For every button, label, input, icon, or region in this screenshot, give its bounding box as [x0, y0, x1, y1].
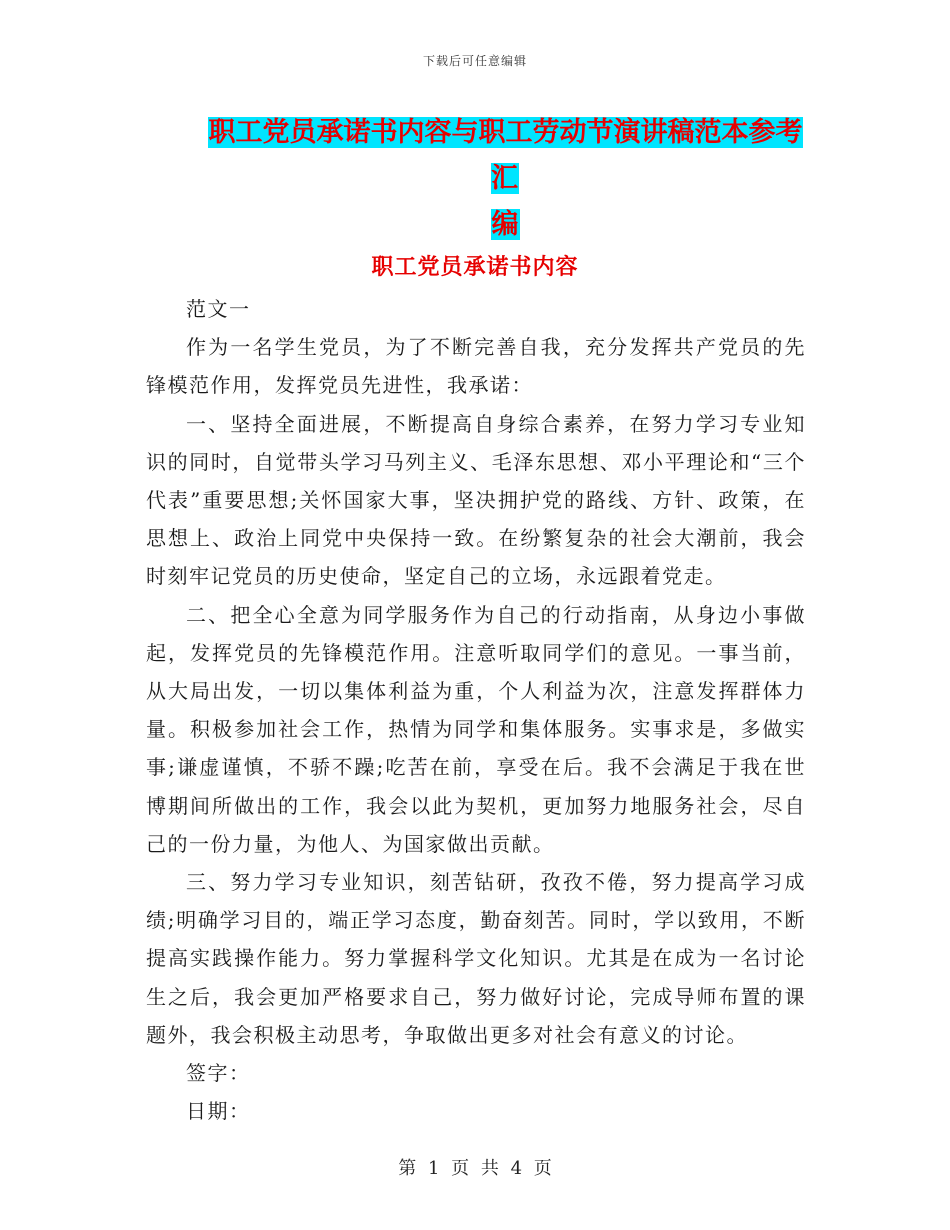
paragraph: 一、坚持全面进展，不断提高自身综合素养，在努力学习专业知识的同时，自觉带头学习马列主义、毛泽东思想、邓小平理论和“三个代表”重要思想;关怀国家大事，坚决拥护党的路线、方针、政策，在思想上、政治上同党中央保持一致。在纷繁复杂的社会大潮前，我会时刻牢记党员的历史使命，坚定自己的立场，永远跟着党走。: [146, 411, 806, 589]
date-label: 日期：: [186, 1099, 251, 1124]
document-title-line-2: 编: [491, 209, 519, 240]
page-number: 第 1 页 共 4 页: [398, 1158, 552, 1179]
paragraph-heading: 范文一: [186, 297, 251, 321]
header-note: 下载后可任意编辑: [422, 54, 527, 68]
paragraph: 三、努力学习专业知识，刻苦钻研，孜孜不倦，努力提高学习成绩;明确学习目的，端正学习态度，勤奋刻苦。同时，学以致用，不断提高实践操作能力。努力掌握科学文化知识。尤其是在成为一名讨论生之后，我会更加严格要求自己，努力做好讨论，完成导师布置的课题外，我会积极主动思考，争取做出更多对社会有意义的讨论。: [146, 870, 806, 1047]
paragraph: 作为一名学生党员，为了不断完善自我，充分发挥共产党员的先锋模范作用，发挥党员先进性，我承诺：: [146, 335, 806, 398]
document-title-line-1: 职工党员承诺书内容与职工劳动节演讲稿范本参考汇: [208, 117, 803, 194]
signature-label: 签字：: [186, 1061, 251, 1086]
document-title: [195, 110, 815, 248]
paragraph: 二、把全心全意为同学服务作为自己的行动指南，从身边小事做起，发挥党员的先锋模范作用。注意听取同学们的意见。一事当前，从大局出发，一切以集体利益为重，个人利益为次，注意发挥群体力量。积极参加社会工作，热情为同学和集体服务。实事求是，多做实事;谦虚谨慎，不骄不躁;吃苦在前，享受在后。我不会满足于我在世博期间所做出的工作，我会以此为契机，更加努力地服务社会，尽自己的一份力量，为他人、为国家做出贡献。: [146, 602, 806, 856]
document-body: [146, 290, 806, 1130]
section-title: 职工党员承诺书内容: [371, 255, 579, 280]
